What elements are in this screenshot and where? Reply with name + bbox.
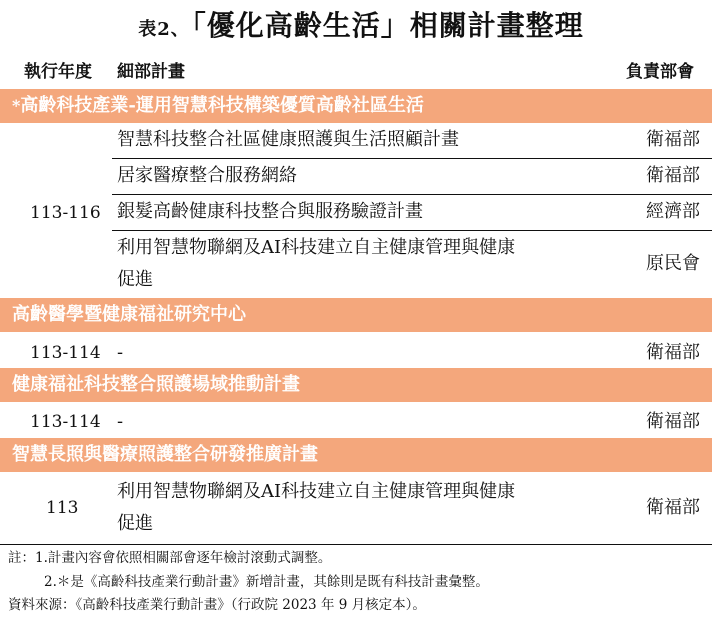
dept-cell: 衛福部 bbox=[646, 342, 700, 363]
section-heading: 健康福祉科技整合照護場域推動計畫 bbox=[0, 368, 712, 402]
new-plan-marker: * bbox=[12, 96, 21, 115]
column-header-year: 執行年度 bbox=[24, 62, 92, 82]
note-1: 註：1.計畫內容會依照相關部會逐年檢討滾動式調整。 bbox=[8, 550, 332, 566]
table-number: 表2、 bbox=[138, 19, 190, 40]
plan-cell bbox=[117, 476, 515, 540]
section-heading: 智慧長照與醫療照護整合研發推廣計畫 bbox=[0, 438, 712, 472]
note-2: 2.＊是《高齡科技產業行動計畫》新增計畫，其餘則是既有科技計畫彙整。 bbox=[44, 574, 489, 590]
column-header-dept: 負責部會 bbox=[626, 62, 694, 82]
table-title bbox=[0, 6, 722, 50]
dept-cell: 衛福部 bbox=[646, 411, 700, 432]
section-heading-text: 高齡科技產業-運用智慧科技構築優質高齡社區生活 bbox=[20, 95, 424, 116]
plan-cell: - bbox=[117, 411, 124, 432]
plan-line: 促進 bbox=[117, 269, 153, 290]
plan-line: 利用智慧物聯網及AI科技建立自主健康管理與健康 bbox=[117, 237, 516, 258]
dept-cell: 衛福部 bbox=[646, 129, 700, 150]
year-cell: 113 bbox=[46, 498, 79, 518]
plan-line: 促進 bbox=[117, 513, 153, 534]
plan-cell: 居家醫療整合服務網絡 bbox=[117, 165, 297, 186]
table-bottom-rule bbox=[0, 544, 712, 545]
section-heading: 高齡醫學暨健康福祉研究中心 bbox=[0, 298, 712, 332]
year-cell: 113-114 bbox=[30, 343, 101, 363]
row-divider bbox=[112, 194, 712, 195]
dept-cell: 原民會 bbox=[646, 253, 700, 274]
section-heading bbox=[0, 89, 712, 123]
dept-cell: 經濟部 bbox=[646, 201, 700, 222]
dept-cell: 衛福部 bbox=[646, 497, 700, 518]
source-note: 資料來源：《高齡科技產業行動計畫》（行政院 2023 年 9 月核定本）。 bbox=[8, 597, 426, 613]
column-header-plan: 細部計畫 bbox=[117, 62, 185, 82]
row-divider bbox=[112, 230, 712, 231]
plan-cell bbox=[117, 232, 515, 296]
table-title-text: 「優化高齡生活」相關計畫整理 bbox=[191, 9, 584, 42]
year-cell: 113-116 bbox=[30, 203, 101, 223]
dept-cell: 衛福部 bbox=[646, 165, 700, 186]
plan-line: 利用智慧物聯網及AI科技建立自主健康管理與健康 bbox=[117, 481, 516, 502]
year-cell: 113-114 bbox=[30, 412, 101, 432]
plan-cell: 智慧科技整合社區健康照護與生活照顧計畫 bbox=[117, 129, 459, 150]
plan-cell: - bbox=[117, 342, 124, 363]
row-divider bbox=[112, 158, 712, 159]
plan-cell: 銀髮高齡健康科技整合與服務驗證計畫 bbox=[117, 201, 423, 222]
